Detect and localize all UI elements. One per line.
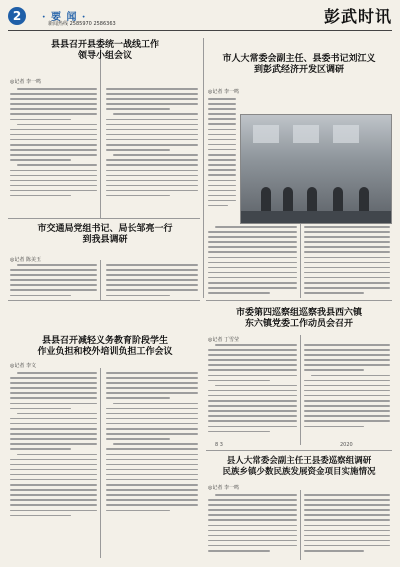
article-3-body-col2 <box>106 372 198 515</box>
article-6-body-col1 <box>208 494 297 555</box>
headline-line: 作业负担和校外培训负担工作会议 <box>37 347 173 358</box>
article-3-headline <box>10 336 200 359</box>
section-divider <box>8 300 200 301</box>
headline-line: 到我县调研 <box>82 235 128 246</box>
article-2-body-col1 <box>10 264 97 300</box>
column-divider <box>300 220 301 298</box>
column-divider <box>100 38 101 218</box>
article-5-headline <box>206 308 392 331</box>
headline-line: 领导小组会议 <box>77 51 132 62</box>
headline-line: 县县召开县委统一战线工作 <box>50 40 159 50</box>
article-4-headline <box>206 54 392 77</box>
column-divider <box>203 38 204 298</box>
headline-line: 市人大常委会副主任、县委书记刘江义 <box>222 54 376 64</box>
article-1-body-col1 <box>10 88 97 200</box>
page-number: 2 <box>8 7 26 25</box>
column-divider <box>100 368 101 558</box>
article-4-body-left <box>208 98 236 210</box>
article-2-headline <box>10 224 200 247</box>
article-1-headline <box>10 40 200 63</box>
article-5-byline: ◎记者 丁雪莹 <box>208 337 239 343</box>
headline-line: 到彭武经济开发区调研 <box>253 65 344 76</box>
folio-left: 8 3 <box>215 442 223 448</box>
column-divider <box>100 260 101 300</box>
meeting-photo <box>240 114 392 224</box>
article-3-byline: ◎记者 李文 <box>10 363 36 369</box>
masthead <box>8 4 392 28</box>
headline-line: 东六镇党委工作动员会召开 <box>244 319 353 330</box>
headline-line: 市委第四巡察组巡察我县西六镇 <box>235 308 362 318</box>
headline-line: 市交通局党组书记、局长邹亮一行 <box>37 224 173 234</box>
article-2-byline: ◎记者 陈美玉 <box>10 257 41 263</box>
article-1-body-col2 <box>106 88 198 200</box>
headline-line: 县人大常委会副主任王县委巡察组调研 <box>226 456 372 466</box>
masthead-rule <box>8 30 392 31</box>
article-4-byline: ◎记者 李一鸣 <box>208 89 239 95</box>
article-6-byline: ◎记者 李一鸣 <box>208 485 239 491</box>
section-divider <box>206 300 392 301</box>
headline-line: 民族乡镇少数民族发展资金项目实施情况 <box>222 466 376 477</box>
article-6-body-col2 <box>304 494 390 555</box>
section-name: · 要 闻 · <box>42 12 87 23</box>
editor-line: 新闻热线 2585970 2586363 <box>48 21 116 27</box>
article-1-byline: ◎记者 李一鸣 <box>10 79 41 85</box>
article-6-headline <box>206 456 392 477</box>
column-divider <box>300 490 301 560</box>
headline-line: 县县召开减轻义务教育阶段学生 <box>41 336 168 346</box>
article-5-body-col2 <box>304 344 390 431</box>
article-4-body-col1 <box>208 226 297 297</box>
article-2-body-col2 <box>106 264 198 300</box>
paper-logo: 彭武时讯 <box>323 7 392 26</box>
article-4-body-col2 <box>304 226 390 297</box>
article-5-body-col1 <box>208 344 297 436</box>
section-divider <box>8 218 200 219</box>
folio-right: 2020 <box>340 442 353 448</box>
column-divider <box>300 335 301 445</box>
article-3-body-col1 <box>10 372 97 520</box>
section-divider <box>206 450 392 451</box>
